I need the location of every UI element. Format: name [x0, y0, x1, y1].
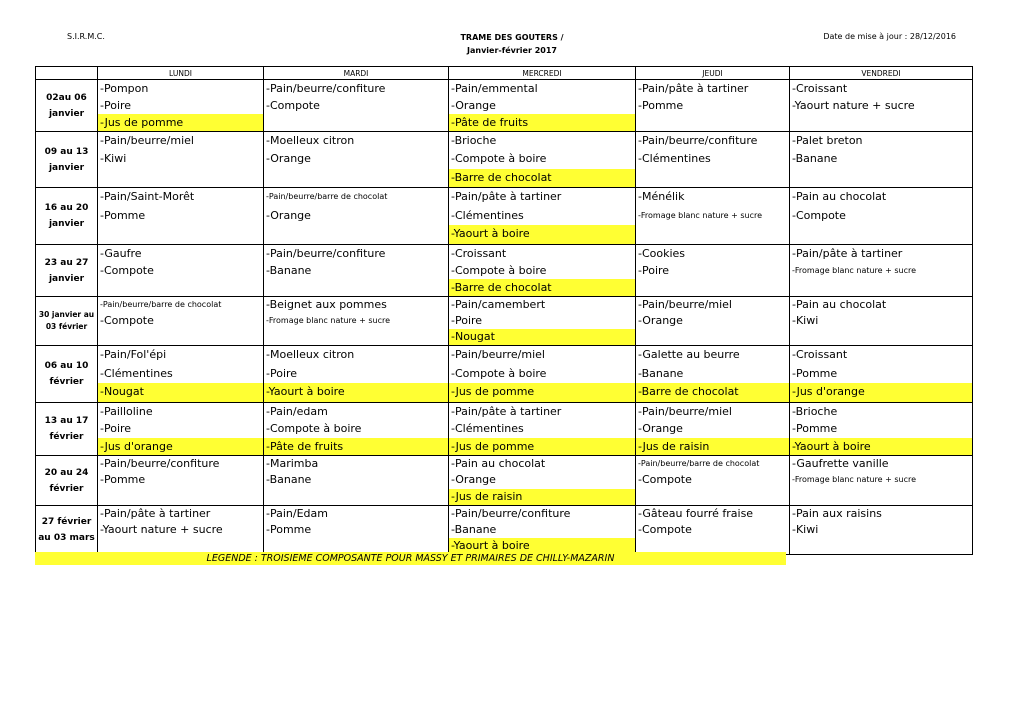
menu-item: -Compote	[638, 523, 692, 536]
menu-item: -Compote	[792, 208, 846, 222]
menu-item: -Pain au chocolat	[792, 298, 887, 311]
menu-cell	[636, 297, 790, 346]
menu-cell	[636, 403, 790, 456]
menu-item: -Kiwi	[792, 314, 819, 327]
week-label-line: 27 février	[41, 517, 92, 527]
menu-item: -Fromage blanc nature + sucre	[792, 266, 917, 275]
menu-cell	[636, 245, 790, 297]
menu-item-highlighted: -Jus de pomme	[449, 383, 635, 402]
week-label-line: 02au 06	[46, 92, 87, 103]
menu-item: -Banane	[266, 473, 312, 487]
menu-item: -Pomme	[792, 422, 838, 436]
menu-item: -Pain aux raisins	[792, 507, 882, 520]
menu-item: -Pain/beurre/barre de chocolat	[266, 192, 388, 201]
menu-item: -Banane	[792, 152, 838, 166]
menu-item: -Poire	[638, 264, 670, 277]
week-label-line: février	[49, 483, 84, 494]
menu-item: -Croissant	[792, 348, 848, 361]
week-label	[36, 456, 98, 506]
week-label	[36, 297, 98, 346]
menu-item: -Pain/Edam	[266, 507, 328, 520]
menu-item: -Moelleux citron	[266, 134, 355, 147]
menu-item: -Orange	[451, 473, 496, 487]
menu-item: -Banane	[451, 523, 497, 536]
menu-item: -Poire	[266, 366, 298, 380]
menu-item: -Orange	[266, 152, 311, 166]
menu-item-highlighted: -Barre de chocolat	[449, 279, 635, 296]
menu-item-highlighted: -Yaourt à boire	[449, 538, 635, 554]
day-header: LUNDI	[98, 67, 264, 80]
menu-item: -Banane	[266, 264, 312, 277]
menu-cell	[636, 188, 790, 245]
menu-cell	[98, 506, 264, 555]
menu-item: -Pain/Fol'épi	[100, 348, 167, 361]
menu-item: -Gaufre	[100, 247, 142, 260]
week-label-line: 09 au 13	[44, 146, 89, 157]
menu-item: -Pain/beurre/confiture	[451, 507, 571, 520]
menu-item: -Pain/pâte à tartiner	[792, 247, 903, 260]
menu-cell	[449, 346, 636, 403]
menu-cell	[636, 132, 790, 188]
menu-cell	[264, 506, 449, 555]
menu-item-highlighted: -Jus de pomme	[449, 438, 635, 455]
menu-item: -Compote	[638, 473, 692, 487]
day-header: MARDI	[264, 67, 449, 80]
menu-item: -Pain/beurre/confiture	[100, 457, 220, 470]
menu-item: -Pain/beurre/confiture	[266, 247, 386, 260]
week-label-line: 06 au 10	[44, 361, 89, 371]
menu-item: -Gâteau fourré fraise	[638, 507, 754, 520]
week-row	[36, 506, 973, 555]
menu-item: -Croissant	[792, 82, 848, 95]
menu-cell	[449, 506, 636, 555]
menu-item: -Moelleux citron	[266, 348, 355, 361]
menu-cell	[98, 456, 264, 506]
menu-item: -Pompon	[100, 82, 149, 95]
menu-item: -Clémentines	[451, 422, 524, 436]
menu-item: -Galette au beurre	[638, 348, 740, 361]
menu-item: -Pain/camembert	[451, 298, 546, 311]
menu-item-highlighted: -Pâte de fruits	[264, 438, 448, 455]
menu-item-highlighted: -Nougat	[449, 329, 635, 345]
menu-item: -Compote à boire	[451, 152, 547, 166]
legend-bar: LEGENDE : TROISIEME COMPOSANTE POUR MASSY ET PRIMAIRES DE CHILLY-MAZARIN	[35, 552, 786, 565]
subtitle-line: Janvier-février 2017	[467, 46, 557, 55]
menu-item: -Clémentines	[638, 152, 711, 166]
menu-item: -Pain/edam	[266, 405, 328, 418]
menu-cell	[264, 80, 449, 132]
week-row	[36, 403, 973, 456]
menu-item: -Compote	[266, 99, 320, 112]
menu-cell	[449, 297, 636, 346]
menu-item: -Palet breton	[792, 134, 863, 147]
menu-item-highlighted: -Jus de raisin	[449, 489, 635, 505]
menu-cell	[98, 132, 264, 188]
menu-item: -Pomme	[100, 473, 146, 487]
menu-item: -Pain/beurre/confiture	[638, 134, 758, 147]
menu-item: -Orange	[638, 422, 683, 436]
menu-item: -Pain/pâte à tartiner	[638, 82, 749, 95]
menu-item: -Ménélik	[638, 190, 685, 203]
week-label	[36, 188, 98, 245]
day-header: JEUDI	[636, 67, 790, 80]
menu-item: -Fromage blanc nature + sucre	[638, 210, 763, 220]
menu-cell	[636, 506, 790, 555]
menu-item-highlighted: -Jus de raisin	[636, 438, 789, 455]
menu-item-highlighted: -Yaourt à boire	[264, 383, 448, 402]
week-label-line: janvier	[48, 162, 85, 173]
org-name: S.I.R.M.C.	[67, 32, 105, 41]
menu-item: -Kiwi	[100, 152, 127, 166]
menu-cell	[98, 346, 264, 403]
week-label-line: 20 au 24	[44, 467, 89, 478]
menu-item: -Cookies	[638, 247, 686, 260]
menu-cell	[449, 456, 636, 506]
menu-item: -Fromage blanc nature + sucre	[266, 316, 391, 325]
menu-item-highlighted: -Barre de chocolat	[636, 383, 789, 402]
week-label	[36, 132, 98, 188]
menu-cell	[264, 132, 449, 188]
menu-cell	[98, 80, 264, 132]
menu-cell	[264, 188, 449, 245]
menu-cell	[636, 456, 790, 506]
menu-cell	[449, 245, 636, 297]
week-row	[36, 245, 973, 297]
menu-item-highlighted: -Barre de chocolat	[449, 169, 635, 187]
week-row	[36, 188, 973, 245]
menu-item-highlighted: -Jus de pomme	[98, 114, 263, 131]
menu-cell	[636, 80, 790, 132]
menu-item-highlighted: -Jus d'orange	[790, 383, 972, 402]
menu-item: -Banane	[638, 366, 684, 380]
menu-item-highlighted: -Jus d'orange	[98, 438, 263, 455]
day-header: MERCREDI	[449, 67, 636, 80]
week-label-line: 03 février	[45, 322, 88, 331]
menu-item: -Pain/beurre/miel	[638, 405, 732, 418]
menu-item: -Compote	[100, 264, 154, 277]
menu-cell	[264, 346, 449, 403]
menu-item: -Pomme	[100, 208, 146, 222]
menu-item: -Pain/beurre/miel	[451, 348, 545, 361]
menu-cell	[790, 80, 973, 132]
menu-item: -Pain au chocolat	[451, 457, 546, 470]
menu-cell	[449, 132, 636, 188]
menu-cell	[264, 456, 449, 506]
menu-item: -Gaufrette vanille	[792, 457, 889, 470]
menu-item: -Kiwi	[792, 523, 819, 536]
menu-item: -Pain/emmental	[451, 82, 538, 95]
week-label	[36, 506, 98, 555]
menu-item: -Pain/beurre/barre de chocolat	[100, 300, 222, 309]
week-row	[36, 80, 973, 132]
menu-item: -Orange	[638, 314, 683, 327]
menu-item: -Clémentines	[451, 208, 524, 222]
menu-item: -Pain/beurre/miel	[638, 298, 732, 311]
menu-item: -Pain/pâte à tartiner	[100, 507, 211, 520]
week-row	[36, 346, 973, 403]
menu-item: -Beignet aux pommes	[266, 298, 387, 311]
menu-cell	[790, 132, 973, 188]
menu-item-highlighted: -Pâte de fruits	[449, 114, 635, 131]
menu-item: -Brioche	[451, 134, 497, 147]
week-label-line: au 03 mars	[38, 533, 95, 543]
week-label-line: 30 janvier au	[38, 310, 95, 319]
menu-cell	[790, 456, 973, 506]
menu-cell	[264, 245, 449, 297]
menu-item: -Pain au chocolat	[792, 190, 887, 203]
menu-cell	[449, 188, 636, 245]
menu-cell	[449, 403, 636, 456]
day-header-row	[36, 67, 973, 80]
menu-item: -Compote	[100, 314, 154, 327]
update-date: Date de mise à jour : 28/12/2016	[823, 32, 956, 41]
menu-item: -Pain/beurre/barre de chocolat	[638, 459, 760, 468]
day-header: VENDREDI	[790, 67, 973, 80]
menu-item: -Compote à boire	[451, 264, 547, 277]
menu-item: -Marimba	[266, 457, 319, 470]
menu-cell	[790, 245, 973, 297]
menu-item: -Pain/Saint-Morêt	[100, 190, 195, 203]
menu-cell	[98, 188, 264, 245]
title-line: TRAME DES GOUTERS /	[460, 33, 564, 42]
week-label-line: février	[49, 432, 84, 442]
week-label-line: janvier	[48, 219, 85, 229]
week-label-line: janvier	[48, 273, 85, 284]
menu-item: -Pailloline	[100, 405, 153, 418]
menu-item: -Fromage blanc nature + sucre	[792, 475, 917, 485]
week-label	[36, 346, 98, 403]
menu-cell	[98, 403, 264, 456]
week-label	[36, 403, 98, 456]
week-label-line: 13 au 17	[44, 416, 89, 426]
menu-cell	[790, 188, 973, 245]
menu-item: -Yaourt nature + sucre	[792, 99, 915, 112]
menu-cell	[790, 403, 973, 456]
menu-item-highlighted: -Yaourt à boire	[790, 438, 972, 455]
menu-item: -Poire	[451, 314, 483, 327]
week-row	[36, 297, 973, 346]
menu-item: -Orange	[266, 208, 311, 222]
menu-item-highlighted: -Nougat	[98, 383, 263, 402]
week-label-line: janvier	[48, 108, 85, 119]
menu-table	[35, 66, 973, 555]
week-row	[36, 132, 973, 188]
menu-item: -Pain/pâte à tartiner	[451, 405, 562, 418]
menu-item: -Orange	[451, 99, 496, 112]
menu-cell	[98, 245, 264, 297]
menu-item: -Pain/beurre/miel	[100, 134, 194, 147]
menu-item: -Pomme	[638, 99, 684, 112]
menu-item: -Poire	[100, 422, 132, 436]
menu-item: -Compote à boire	[451, 366, 547, 380]
menu-cell	[636, 346, 790, 403]
menu-item: -Brioche	[792, 405, 838, 418]
week-row	[36, 456, 973, 506]
menu-cell	[790, 346, 973, 403]
week-label-line: 16 au 20	[44, 203, 89, 213]
menu-item: -Pain/pâte à tartiner	[451, 190, 562, 203]
week-rows	[36, 80, 973, 555]
corner-cell	[36, 67, 98, 80]
menu-item: -Pain/beurre/confiture	[266, 82, 386, 95]
week-label	[36, 80, 98, 132]
menu-item-highlighted: -Yaourt à boire	[449, 225, 635, 244]
menu-item: -Pomme	[792, 366, 838, 380]
week-label	[36, 245, 98, 297]
menu-item: -Clémentines	[100, 366, 173, 380]
menu-cell	[264, 297, 449, 346]
menu-cell	[264, 403, 449, 456]
menu-cell	[790, 297, 973, 346]
menu-cell	[449, 80, 636, 132]
menu-cell	[790, 506, 973, 555]
menu-item: -Croissant	[451, 247, 507, 260]
menu-item: -Poire	[100, 99, 132, 112]
week-label-line: février	[49, 377, 84, 387]
week-label-line: 23 au 27	[44, 257, 89, 268]
menu-cell	[98, 297, 264, 346]
menu-item: -Pomme	[266, 523, 312, 536]
menu-item: -Compote à boire	[266, 422, 362, 436]
menu-item: -Yaourt nature + sucre	[100, 523, 223, 536]
